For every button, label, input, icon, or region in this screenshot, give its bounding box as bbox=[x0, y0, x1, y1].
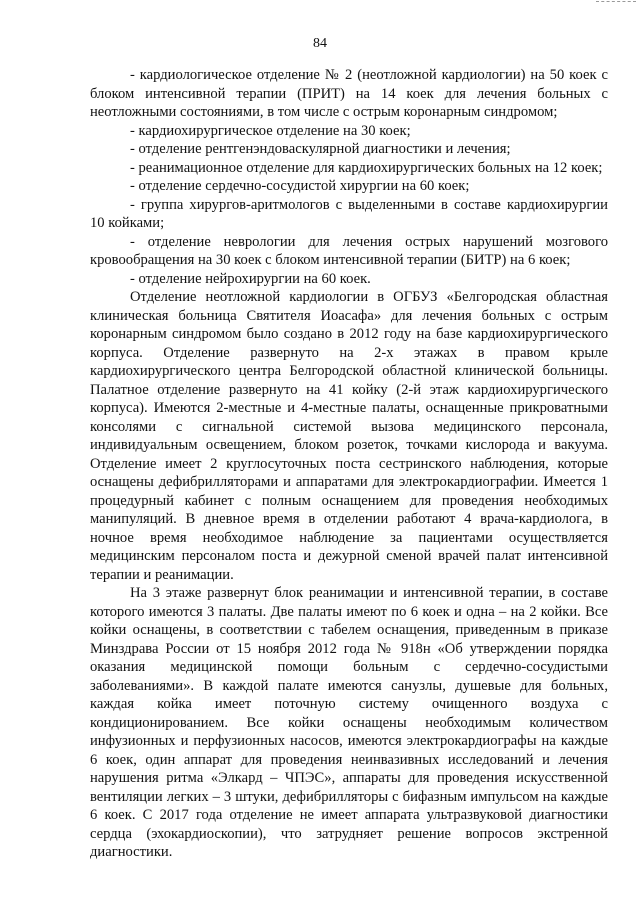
list-item-cardiology-dept-2: - кардиологическое отделение № 2 (неотложной кардиологии) на 50 коек с блоком интенсивной терапии (ПРИТ) на 14 коек для лечения больных с неотложными состояниями, в том числе с острым коронарным синдромом; bbox=[90, 67, 608, 120]
list-item-arrhythmology-group: - группа хирургов-аритмологов с выделенными в составе кардиохирургии 10 койками; bbox=[90, 196, 608, 231]
list-item-endovascular-dept: - отделение рентгенэндоваскулярной диагностики и лечения; bbox=[130, 141, 511, 157]
scan-corner-mark bbox=[596, 1, 636, 3]
list-item-neurology-dept: - отделение неврологии для лечения острых нарушений мозгового кровообращения на 30 коек с блоком интенсивной терапии (БИТР) на 6 коек; bbox=[90, 233, 608, 268]
list-item-resuscitation-dept: - реанимационное отделение для кардиохирургических больных на 12 коек; bbox=[130, 159, 603, 176]
paragraph-icu-block: На 3 этаже развернут блок реанимации и интенсивной терапии, в составе которого имеются 3 палаты. Две палаты имеют по 6 коек и одна – на 2 койки. Все койки оснащены, в соответствии с табелем оснащения, приведенным в приказе Минздрава России от 15 ноября 2012 года № 918н «Об утверждении порядка оказания медицинской помощи больным с сердечно-сосудистыми заболеваниями». В каждой палате имеются санузлы, душевые для больных, каждая койка имеет поточную систему очищенного воздуха с кондиционированием. Все койки оснащены необходимым количеством инфузионных и перфузионных насосов, имеются электрокардиографы на каждые 6 коек, один аппарат для проведения неинвазивных исследований и лечения нарушения ритма «Элкард – ЧПЭС», аппараты для проведения искусственной вентиляции легких – 3 штуки, дефибрилляторы с бифазным импульсом на каждые 6 коек. С 2017 года отделение не имеет аппарата ультразвуковой диагностики сердца (эхокардиоскопии), что затрудняет решение вопросов экстренной диагностики. bbox=[90, 585, 608, 860]
list-item-neurosurgery-dept: - отделение нейрохирургии на 60 коек. bbox=[130, 270, 371, 287]
list-item-vascular-surgery-dept: - отделение сердечно-сосудистой хирургии на 60 коек; bbox=[130, 178, 470, 194]
page-number: 84 bbox=[313, 36, 327, 51]
paragraph-emergency-cardiology: Отделение неотложной кардиологии в ОГБУЗ «Белгородская областная клиническая больница Святителя Иоасафа» для лечения больных с острым коронарным синдромом было создано в 2012 году на базе кардиохирургического корпуса. Отделение развернуто на 2-х этажах в правом крыле кардиохирургического центра Белгородской областной клинической больницы. Палатное отделение развернуто на 41 койку (2-й этаж кардиохирургического корпуса). Имеются 2-местные и 4-местные палаты, оснащенные прикроватными консолями с сигнальной системой вызова медицинского персонала, индивидуальным освещением, блоком розеток, точками кислорода и вакуума. Отделение имеет 2 круглосуточных поста сестринского наблюдения, которые оснащены дефибрилляторами и аппаратами для электрокардиографии. Имеется 1 процедурный кабинет с полным оснащением для проведения необходимых манипуляций. В дневное время в отделении работают 4 врача-кардиолога, в ночное время необходимое наблюдение за пациентами осуществляется медицинским персоналом поста и дежурной сменой врачей палат интенсивной терапии и реанимации. bbox=[90, 289, 608, 583]
document-body bbox=[90, 66, 608, 862]
list-item-cardiosurgery-dept: - кардиохирургическое отделение на 30 коек; bbox=[130, 122, 411, 139]
